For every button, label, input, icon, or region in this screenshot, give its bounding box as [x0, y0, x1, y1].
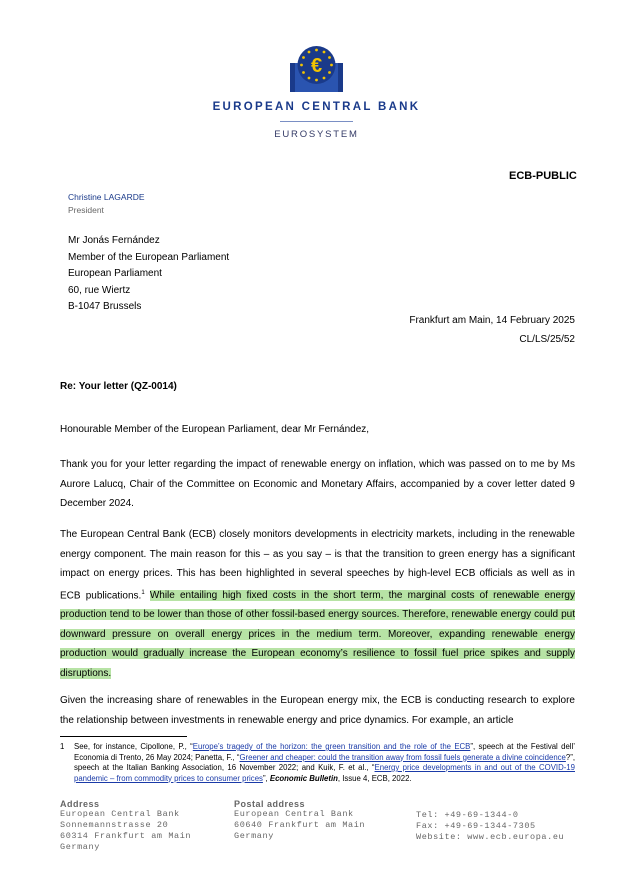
footer-address-line: 60314 Frankfurt am Main: [60, 831, 192, 841]
org-name: EUROPEAN CENTRAL BANK: [212, 101, 421, 113]
paragraph-2: [60, 525, 575, 683]
footnote-number: 1: [60, 742, 65, 751]
place-date: Frankfurt am Main, 14 February 2025: [409, 315, 575, 326]
footer-postal-line: Germany: [234, 831, 274, 841]
paragraph-3: Given the increasing share of renewables in the European energy mix, the ECB is conducting research to explore the relationship between investments in renewable energy and price dynamics. For example, an article: [60, 695, 575, 726]
footer-address-line: Sonnemannstrasse 20: [60, 820, 169, 830]
paragraph-2-text: The European Central Bank (ECB) closely monitors developments in electricity markets, including in the renewable energy component. The main reason for this – as you say – is that the transition to green energy has a significant impact on energy prices. This has been highlighted in several speeches by high-level ECB officials as well as in ECB publications.: [60, 529, 575, 601]
recipient-line: 60, rue Wiertz: [68, 284, 131, 296]
footnote-text-part: ”,: [262, 773, 270, 783]
footer-postal-heading: Postal address: [234, 799, 306, 809]
footnote-text-part: See, for instance, Cipollone, P., “: [74, 742, 193, 751]
footer-address: [60, 799, 191, 853]
subject-line: Re: Your letter (QZ-0014): [60, 381, 177, 392]
footnote-journal: Economic Bulletin: [269, 773, 338, 783]
salutation: Honourable Member of the European Parliament, dear Mr Fernández,: [60, 424, 370, 435]
footer-fax: Fax: +49-69-1344-7305: [416, 821, 536, 831]
footer-postal-line: 60640 Frankfurt am Main: [234, 820, 366, 830]
recipient-block: [68, 233, 229, 316]
highlighted-text: While entailing high fixed costs in the short term, the marginal costs of renewable energy production tend to be lower than those of other fossil-based energy sources. Therefore, renewable energy could put downward pressure on overall energy prices in the medium term. Moreover, expanding renewable energy production would gradually increase the European economy’s resilience to fossil fuel price spikes and supply disruptions.: [60, 589, 575, 679]
recipient-line: B-1047 Brussels: [68, 301, 142, 312]
footnote-text-part: , Issue 4, ECB, 2022.: [337, 773, 412, 783]
footnote-link-kuik[interactable]: Energy price developments in and out of the COVID-19 pandemic – from commodity prices to consumer prices: [74, 763, 575, 783]
footer-contact: [416, 810, 564, 843]
reference-number: CL/LS/25/52: [519, 334, 575, 345]
paragraph-1: Thank you for your letter regarding the impact of renewable energy on inflation, which was passed on to me by Ms Aurore Lalucq, Chair of the Committee on Economic and Monetary Affairs, accompanied by a cover letter dated 9 December 2024.: [60, 459, 575, 509]
footer-website[interactable]: Website: www.ecb.europa.eu: [416, 832, 565, 842]
footer-address-line: European Central Bank: [60, 809, 180, 819]
letterhead-divider: [280, 121, 353, 122]
footer-postal-line: European Central Bank: [234, 809, 354, 819]
footer-tel: Tel: +49-69-1344-0: [416, 810, 519, 820]
org-subtitle: EUROSYSTEM: [274, 129, 359, 140]
footnote-divider: [60, 736, 187, 737]
euro-symbol: €: [310, 55, 323, 77]
footer-address-line: Germany: [60, 842, 100, 852]
footnote-text-part: ?”, speech at the Italian Banking Association, 16 November 2022; and Kuik, F. et al., “: [74, 752, 575, 772]
footnote-ref[interactable]: 1: [141, 589, 145, 596]
footer-postal: [234, 799, 365, 842]
footnote-text: [74, 742, 575, 784]
sender-name: Christine LAGARDE: [68, 192, 145, 202]
recipient-line: Member of the European Parliament: [68, 251, 230, 263]
recipient-line: European Parliament: [68, 268, 162, 279]
classification-label: ECB-PUBLIC: [509, 170, 577, 182]
ecb-logo: [290, 44, 343, 94]
recipient-line: Mr Jonás Fernández: [68, 235, 160, 246]
footnote-link-cipollone[interactable]: Europe’s tragedy of the horizon: the green transition and the role of the ECB: [192, 742, 471, 751]
sender-role: President: [68, 205, 104, 215]
footnote-link-panetta[interactable]: Greener and cheaper: could the transition away from fossil fuels generate a divine coincidence: [239, 752, 566, 762]
footer-address-heading: Address: [60, 799, 100, 809]
footnote-text-part: ”, speech at the Festival dell’ Economia di Trento, 26 May 2024; Panetta, F., “: [74, 742, 575, 762]
